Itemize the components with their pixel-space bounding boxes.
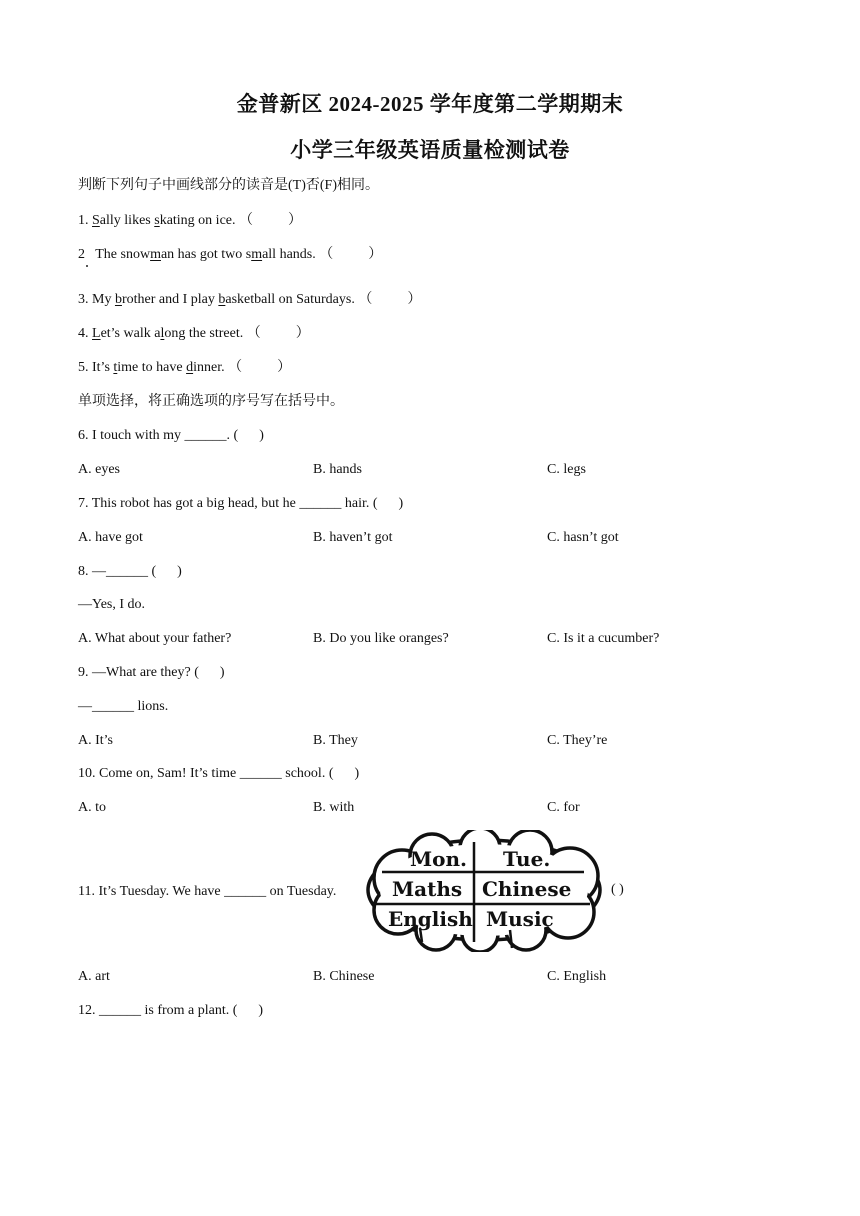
option-b: B. They — [313, 733, 358, 748]
option-a: A. What about your father? — [78, 631, 232, 646]
answer-paren[interactable]: （ ） — [246, 326, 310, 341]
schedule-mon-subject-2: English — [388, 907, 473, 931]
page-subtitle: 小学三年级英语质量检测试卷 — [290, 138, 570, 162]
answer-paren[interactable]: （ ） — [319, 247, 383, 262]
option-a: A. eyes — [78, 462, 120, 477]
option-b: B. Chinese — [313, 969, 375, 984]
answer-paren[interactable]: （ ） — [239, 213, 302, 228]
option-b: B. with — [313, 800, 355, 815]
schedule-day-tue: Tue. — [503, 847, 551, 871]
question-8: 8. —______ ( ) — [78, 564, 182, 579]
question-4: 4. Let’s walk along the street. （ ） — [78, 326, 310, 341]
question-6: 6. I touch with my ______. ( ) — [78, 428, 264, 443]
question-11: 11. It’s Tuesday. We have ______ on Tuesday. — [78, 884, 337, 899]
page-title: 金普新区 2024-2025 学年度第二学期期末 — [236, 92, 624, 116]
question-12: 12. ______ is from a plant. ( ) — [78, 1003, 264, 1018]
question-2: 2 The snowman has got two small hands. （ ） — [78, 247, 383, 262]
section1-instruction: 判断下列句子中画线部分的读音是(T)否(F)相同。 — [78, 178, 379, 193]
option-c: C. hasn’t got — [547, 530, 619, 545]
question-1: 1. Sally likes skating on ice. （ ） — [78, 213, 302, 228]
option-c: C. They’re — [547, 733, 608, 748]
question-9: 9. —What are they? ( ) — [78, 665, 225, 680]
option-a: A. art — [78, 969, 110, 984]
option-a: A. to — [78, 800, 106, 815]
option-c: C. Is it a cucumber? — [547, 631, 660, 646]
question-3: 3. My brother and I play basketball on Saturdays. （ ） — [78, 292, 422, 307]
option-c: C. legs — [547, 462, 586, 477]
option-a: A. have got — [78, 530, 143, 545]
question-10: 10. Come on, Sam! It’s time ______ school. ( ) — [78, 766, 360, 781]
question-7: 7. This robot has got a big head, but he ______ hair. ( ) — [78, 496, 404, 511]
answer-paren[interactable]: （ ） — [228, 360, 292, 375]
question-9-reply: —______ lions. — [78, 699, 169, 714]
option-c: C. English — [547, 969, 607, 984]
schedule-cloud-image — [362, 830, 606, 952]
schedule-tue-subject-2: Music — [486, 907, 554, 931]
schedule-mon-subject-1: Maths — [392, 877, 463, 901]
schedule-day-mon: Mon. — [410, 847, 467, 871]
option-b: B. haven’t got — [313, 530, 393, 545]
question-5: 5. It’s time to have dinner. （ ） — [78, 360, 292, 375]
stray-dot — [86, 265, 88, 267]
option-b: B. Do you like oranges? — [313, 631, 449, 646]
question-8-reply: —Yes, I do. — [78, 597, 146, 612]
section2-instruction: 单项选择，将正确选项的序号写在括号中。 — [78, 394, 344, 409]
option-a: A. It’s — [78, 733, 113, 748]
option-b: B. hands — [313, 462, 362, 477]
schedule-tue-subject-1: Chinese — [482, 877, 572, 901]
option-c: C. for — [547, 800, 580, 815]
answer-paren[interactable]: ( ) — [611, 882, 624, 897]
answer-paren[interactable]: （ ） — [358, 292, 422, 307]
